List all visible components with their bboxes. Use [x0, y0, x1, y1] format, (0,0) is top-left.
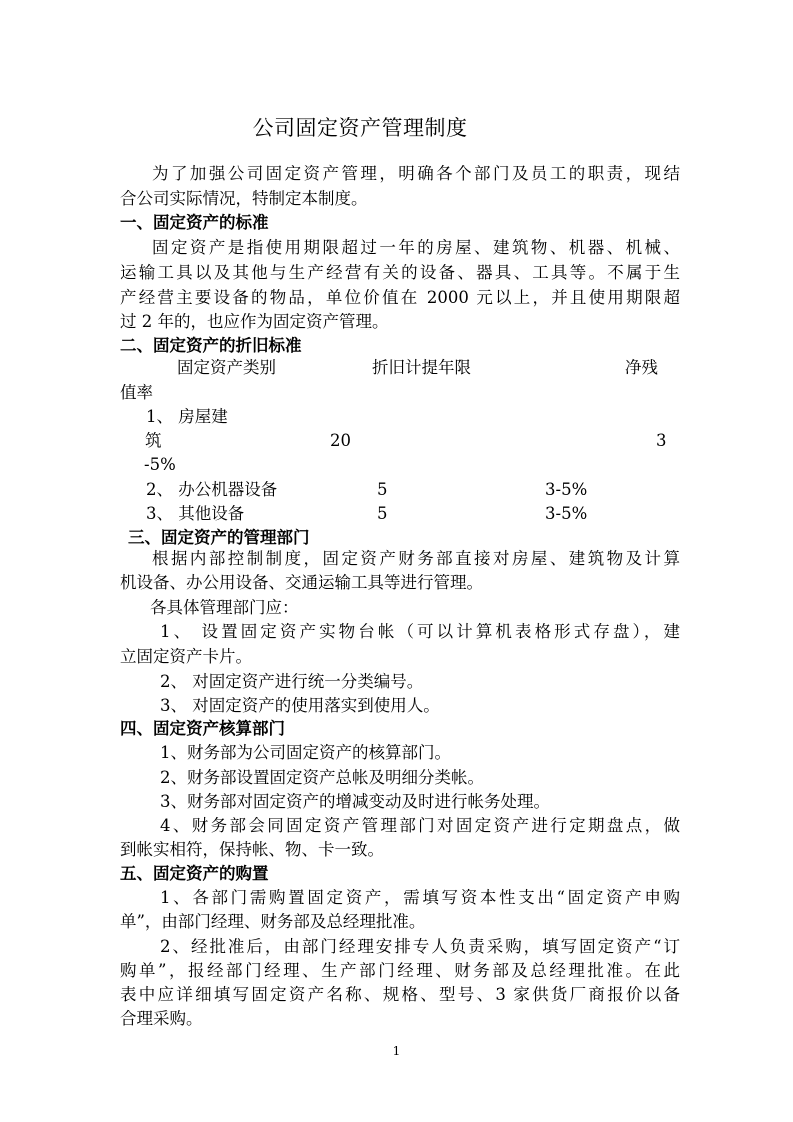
- depreciation-row-1-rate: 3: [656, 431, 667, 450]
- intro-line-1: 为了加强公司固定资产管理，明确各个部门及员工的职责，现结: [152, 164, 680, 183]
- depreciation-row-1-rate-cont: -5%: [144, 455, 176, 474]
- depreciation-row-2-rate: 3-5%: [545, 480, 588, 499]
- depreciation-row-3-rate: 3-5%: [545, 504, 588, 523]
- section-2-heading: 二、固定资产的折旧标准: [120, 336, 302, 355]
- section-4-item-3: 3、财务部对固定资产的增减变动及时进行帐务处理。: [160, 792, 550, 811]
- section-3-heading: 三、固定资产的管理部门: [128, 528, 310, 547]
- section-1-line-4: 过 2 年的，也应作为固定资产管理。: [120, 312, 389, 331]
- section-3-item-1-cont: 立固定资产卡片。: [120, 647, 252, 666]
- depreciation-row-3-name: 3、 其他设备: [146, 504, 245, 523]
- section-1-heading: 一、固定资产的标准: [120, 213, 269, 232]
- document-title: 公司固定资产管理制度: [252, 116, 468, 140]
- page-number: 1: [392, 1044, 401, 1058]
- depreciation-col-category: 固定资产类别: [177, 358, 276, 377]
- section-5-heading: 五、固定资产的购置: [120, 864, 269, 883]
- depreciation-row-2-name: 2、 办公机器设备: [146, 480, 278, 499]
- depreciation-row-3-years: 5: [377, 504, 388, 523]
- section-5-item-1: 1、各部门需购置固定资产，需填写资本性支出“固定资产申购: [160, 888, 680, 907]
- section-4-item-1: 1、财务部为公司固定资产的核算部门。: [160, 743, 451, 762]
- section-5-item-1-cont: 单”，由部门经理、财务部及总经理批准。: [120, 912, 426, 931]
- depreciation-col-rate: 净残: [625, 358, 658, 377]
- section-1-line-3: 产经营主要设备的物品，单位价值在 2000 元以上，并且使用期限超: [120, 288, 680, 307]
- section-5-item-2-line-4: 合理采购。: [120, 1009, 203, 1028]
- section-3-item-2: 2、 对固定资产进行统一分类编号。: [160, 672, 424, 691]
- section-4-item-4-cont: 到帐实相符，保持帐、物、卡一致。: [120, 840, 384, 859]
- section-4-heading: 四、固定资产核算部门: [120, 719, 285, 738]
- section-3-item-3: 3、 对固定资产的使用落实到使用人。: [160, 696, 440, 715]
- section-3-item-1: 1、 设置固定资产实物台帐（可以计算机表格形式存盘），建: [160, 622, 680, 641]
- section-1-line-1: 固定资产是指使用期限超过一年的房屋、建筑物、机器、机械、: [152, 238, 680, 257]
- section-3-line-1: 根据内部控制制度，固定资产财务部直接对房屋、建筑物及计算: [152, 549, 680, 568]
- section-3-line-2: 机设备、办公用设备、交通运输工具等进行管理。: [120, 573, 483, 592]
- section-5-item-2: 2、经批准后，由部门经理安排专人负责采购，填写固定资产“订: [160, 937, 680, 956]
- depreciation-col-years: 折旧计提年限: [372, 358, 471, 377]
- depreciation-row-1-name: 1、 房屋建: [146, 407, 228, 426]
- depreciation-col-rate-cont: 值率: [120, 383, 153, 402]
- section-5-item-2-line-2: 购单”，报经部门经理、生产部门经理、财务部及总经理批准。在此: [120, 961, 680, 980]
- depreciation-row-1-name-cont: 筑: [145, 431, 162, 450]
- depreciation-row-1-years: 20: [330, 431, 351, 450]
- intro-line-2: 合公司实际情况，特制定本制度。: [120, 189, 368, 208]
- section-3-sub: 各具体管理部门应：: [150, 598, 299, 617]
- depreciation-row-2-years: 5: [377, 480, 388, 499]
- section-5-item-2-line-3: 表中应详细填写固定资产名称、规格、型号、3 家供货厂商报价以备: [120, 985, 680, 1004]
- section-4-item-2: 2、财务部设置固定资产总帐及明细分类帐。: [160, 768, 484, 787]
- section-1-line-2: 运输工具以及其他与生产经营有关的设备、器具、工具等。不属于生: [120, 263, 680, 282]
- section-4-item-4: 4、财务部会同固定资产管理部门对固定资产进行定期盘点，做: [160, 816, 680, 835]
